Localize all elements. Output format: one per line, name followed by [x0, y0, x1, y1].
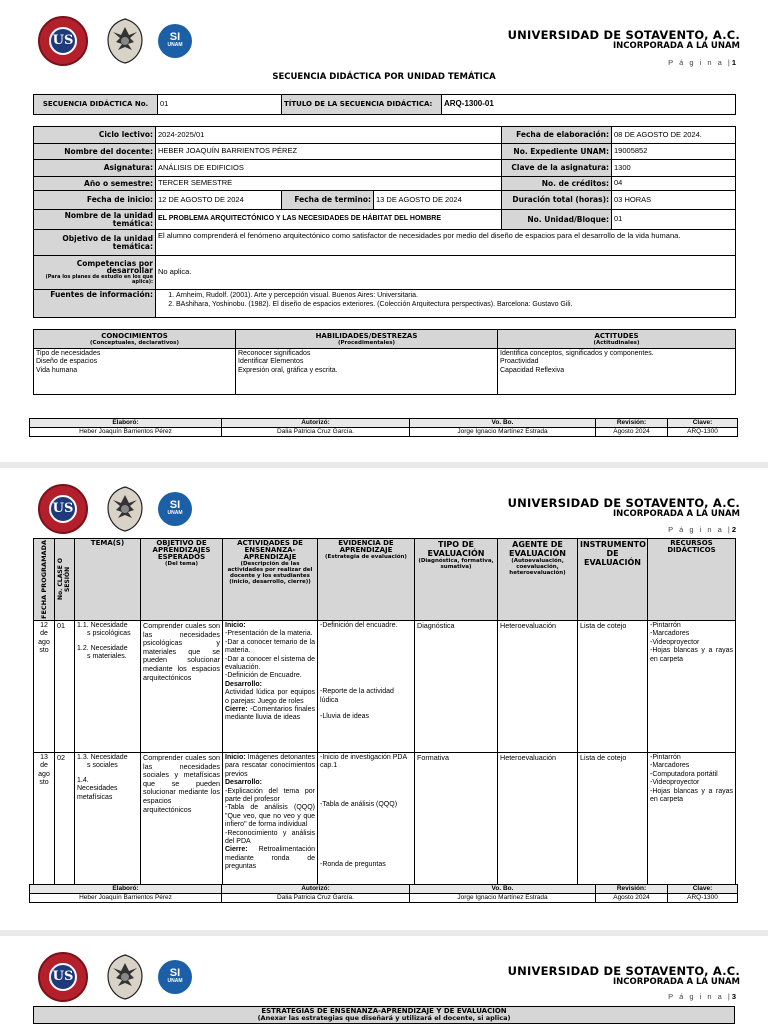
signature-footer: [29, 418, 738, 437]
docente-label: Nombre del docente:: [34, 144, 156, 160]
actividad-text: -Explicación del tema por parte del profesor: [225, 787, 315, 804]
objetivo-cell: Comprender cuales son las necesidades psicológicas y materiales que se pueden solucionar mediante los espacios arquitectónicos: [141, 620, 223, 752]
tipo-cell: Formativa: [415, 752, 498, 886]
recurso-line: -Hojas blancas y a rayas en carpeta: [650, 787, 733, 804]
session-row: [34, 752, 736, 886]
evidencia-line: -Tabla de análisis (QQQ): [320, 800, 398, 808]
logos: [38, 484, 238, 536]
actitudes-cell: [498, 349, 736, 395]
bloque-label: No. Unidad/Bloque:: [502, 210, 612, 230]
evidencia-spacer: [320, 705, 412, 713]
actividad-line: [225, 754, 315, 779]
evidencia-spacer: [320, 630, 412, 688]
tipo-header-sub: (Diagnóstica, formativa, sumativa): [418, 558, 494, 570]
asignatura-value: ANÁLISIS DE EDIFICIOS: [156, 160, 502, 177]
tema-line: s sociales: [87, 762, 118, 770]
actividad-text: Retroalimentación mediante ronda de preguntas: [225, 846, 315, 871]
university-logo-text: US: [49, 495, 77, 523]
conocimientos-title: CONOCIMIENTOS: [101, 331, 168, 340]
actividades-header-sub: (Descripción de las actividades por realizar del docente y los estudiantes (inicio, desarrollo, cierre)): [227, 561, 313, 585]
revision-header: Revisión:: [596, 885, 668, 894]
competencias-value: No aplica.: [156, 256, 736, 290]
clase-cell: 02: [55, 752, 75, 886]
instrumento-cell: Lista de cotejo: [578, 620, 648, 752]
logos: [38, 16, 238, 68]
actitudes-subtitle: (Actitudinales): [593, 339, 640, 346]
autorizo-header: Autorizó:: [222, 419, 410, 428]
actividad-bold: Desarrollo:: [225, 779, 262, 787]
session-row: [34, 620, 736, 752]
strategies-subtitle: (Anexar las estrategias que diseñará y utilizará el docente, si aplica): [257, 1014, 511, 1022]
objetivo-header: [141, 539, 223, 621]
actividad-line: [225, 706, 315, 723]
strategies-header: [33, 1006, 735, 1024]
habilidades-header: [236, 330, 498, 349]
actitud-item: Capacidad Reflexiva: [500, 366, 565, 374]
actividad-line: [225, 788, 315, 805]
si-logo-subtext: UNAM: [167, 42, 183, 48]
fecha-line: de: [40, 630, 48, 638]
recurso-line: -Marcadores: [650, 762, 690, 770]
page-number: [668, 58, 738, 67]
evidencia-header: [318, 539, 415, 621]
anio-value: TERCER SEMESTRE: [156, 177, 502, 191]
actividad-text: -Dar a conocer temario de la materia.: [225, 638, 315, 655]
actividades-header: [223, 539, 318, 621]
page-3: [0, 936, 768, 1024]
tema-line: 1.4.: [77, 776, 89, 784]
fecha-line: de: [40, 762, 48, 770]
strategies-title: ESTRATEGIAS DE ENSEÑANZA-APRENDIZAJE Y DE EVALUACIÓN: [261, 1007, 507, 1015]
fecha-cell: [34, 620, 55, 752]
si-unam-logo: [158, 960, 192, 994]
sequence-header-table: [33, 94, 736, 115]
skills-table: [33, 329, 736, 395]
tema-line: s psicológicas: [87, 630, 131, 638]
expediente-value: 19005852: [612, 144, 736, 160]
tipo-header: [415, 539, 498, 621]
university-logo-text: US: [49, 27, 77, 55]
vobo-header: Vo. Bo.: [410, 885, 596, 894]
actividad-line: [225, 672, 315, 680]
competencias-label-cell: [34, 256, 156, 290]
actividad-line: [225, 681, 315, 689]
agente-header-sub: (Autoevaluación, coevaluación, heteroevaluación): [509, 558, 566, 576]
conocimientos-subtitle: (Conceptuales, declarativos): [90, 339, 179, 346]
si-logo-text: SI: [169, 499, 181, 511]
conocimiento-item: Diseño de espacios: [36, 358, 98, 366]
unidad-label: Nombre de la unidad temática:: [34, 210, 156, 230]
fecha-line: 12: [40, 621, 48, 629]
actividades-header-title: ACTIVIDADES DE ENSEÑANZA-APRENDIZAJE: [237, 539, 303, 561]
clave-value: ARQ-1300: [668, 428, 738, 437]
page-1: [0, 0, 768, 462]
page-number-value: 3: [731, 992, 738, 1001]
si-unam-logo: [158, 24, 192, 58]
anio-label: Año o semestre:: [34, 177, 156, 191]
elaboro-header: Elaboró:: [30, 419, 222, 428]
course-info-table: [33, 126, 736, 318]
autorizo-value: Dalia Patricia Cruz García.: [222, 428, 410, 437]
expediente-label: No. Expediente UNAM:: [502, 144, 612, 160]
si-logo-subtext: UNAM: [167, 978, 183, 984]
actividad-text: -Comentarios finales mediante lluvia de ideas: [225, 706, 315, 722]
actividad-text: -Definición de Encuadre.: [225, 672, 302, 680]
page-word: P á g i n a |: [668, 525, 732, 534]
fecha-inicio-value: 12 DE AGOSTO DE 2024: [156, 191, 282, 210]
recursos-cell: [648, 752, 736, 886]
habilidades-title: HABILIDADES/DESTREZAS: [315, 331, 418, 340]
page-word: P á g i n a |: [668, 58, 732, 67]
si-unam-logo: [158, 492, 192, 526]
competencias-label: Competencias por desarrollar: [76, 258, 153, 275]
page-number: [668, 525, 738, 534]
actividad-text: -Dar a conocer el sistema de evaluación.: [225, 655, 315, 672]
actividad-text: -Tabla de análisis (QQQ) "Que veo, que no veo y que infiero" de forma individual: [225, 804, 315, 829]
sequence-value: 01: [158, 95, 282, 115]
logos: [38, 952, 238, 1004]
actitudes-title: ACTITUDES: [594, 331, 639, 340]
page-header: [30, 12, 740, 70]
fuente-item: 2. BAshihara, Yoshinobu. (1982). El diseño de espacios exteriores. (Colección Arquitectura perspectivas). Barcelona: Gustavo Gili.: [176, 300, 733, 309]
evidencia-line: -Inicio de investigación PDA cap.1: [320, 753, 407, 770]
university-logo: [38, 952, 88, 1002]
clave-value: ARQ-1300: [668, 894, 738, 903]
docente-value: HEBER JOAQUÍN BARRIENTOS PÉREZ: [156, 144, 502, 160]
objetivo-label: Objetivo de la unidad temática:: [34, 230, 156, 256]
sequence-title-value: ARQ-1300-01: [442, 95, 736, 115]
agente-cell: Heteroevaluación: [498, 752, 578, 886]
actividad-line: [225, 804, 315, 829]
fecha-termino-label: Fecha de termino:: [282, 191, 374, 210]
tema-line: 1.2. Necesidade: [77, 644, 128, 652]
agente-header-title: AGENTE DE EVALUACIÓN: [509, 540, 566, 558]
ciclo-value: 2024-2025/01: [156, 127, 502, 144]
fecha-elaboracion-value: 08 DE AGOSTO DE 2024.: [612, 127, 736, 144]
objetivo-value: El alumno comprenderá el fenómeno arquitectónico como satisfactor de necesidades por medio del diseño de espacios para el desarrollo de la vida humana.: [156, 230, 736, 256]
temas-cell: [75, 752, 141, 886]
page-2: [0, 468, 768, 930]
duracion-value: 03 HORAS: [612, 191, 736, 210]
asignatura-label: Asignatura:: [34, 160, 156, 177]
fuentes-label: Fuentes de información:: [34, 290, 156, 318]
actividad-bold: Inicio:: [225, 753, 246, 761]
university-name: UNIVERSIDAD DE SOTAVENTO, A.C.: [507, 964, 740, 978]
tema-line: 1.3. Necesidade: [77, 753, 128, 761]
elaboro-value: Heber Joaquín Barrientos Pérez: [30, 428, 222, 437]
conocimiento-item: Vida humana: [36, 366, 78, 374]
actividad-line: [225, 656, 315, 673]
recurso-line: -Marcadores: [650, 630, 690, 638]
vobo-value: Jorge Ignacio Martínez Estrada: [410, 428, 596, 437]
fuentes-list: [158, 291, 733, 309]
actitudes-header: [498, 330, 736, 349]
evidencia-spacer: [320, 809, 412, 861]
fecha-cell: [34, 752, 55, 886]
fecha-header-text: FECHA PROGRAMADA: [39, 540, 48, 619]
sequence-label: SECUENCIA DIDÁCTICA No.: [34, 95, 158, 115]
sessions-table: [33, 538, 736, 887]
creditos-label: No. de créditos:: [502, 177, 612, 191]
evidencia-cell: [318, 620, 415, 752]
conocimientos-cell: [34, 349, 236, 395]
autorizo-header: Autorizó:: [222, 885, 410, 894]
agente-cell: Heteroevaluación: [498, 620, 578, 752]
actividad-line: [225, 689, 315, 706]
tipo-header-title: TIPO DE EVALUACIÓN: [427, 540, 485, 558]
tipo-cell: Diagnóstica: [415, 620, 498, 752]
page-number: [668, 992, 738, 1001]
tema-line: metafísicas: [77, 793, 113, 801]
autorizo-value: Dalia Patricia Cruz García.: [222, 894, 410, 903]
evidencia-header-title: EVIDENCIA DE APRENDIZAJE: [338, 539, 394, 554]
fuente-item: 1. Arnheim, Rudolf. (2001). Arte y percepción visual. Buenos Aires: Universitaria.: [176, 291, 733, 300]
fecha-line: ago: [38, 638, 50, 646]
clase-header: [55, 539, 75, 621]
temas-header: TEMA(S): [75, 539, 141, 621]
si-logo-text: SI: [169, 31, 181, 43]
university-logo: [38, 484, 88, 534]
fecha-elaboracion-label: Fecha de elaboración:: [502, 127, 612, 144]
actividad-text: -Reconocimiento y análisis del PDA: [225, 829, 315, 846]
fecha-line: 13: [40, 753, 48, 761]
revision-value: Agosto 2024: [596, 894, 668, 903]
evidencia-spacer: [320, 771, 412, 801]
tema-line: s materiales.: [87, 653, 127, 661]
actividad-bold: Inicio:: [225, 621, 246, 629]
university-subtitle: INCORPORADA A LA UNAM: [612, 509, 740, 519]
evidencia-header-sub: (Estrategia de evaluación): [325, 554, 407, 560]
university-logo-text: US: [49, 963, 77, 991]
vobo-value: Jorge Ignacio Martínez Estrada: [410, 894, 596, 903]
university-subtitle: INCORPORADA A LA UNAM: [612, 977, 740, 987]
evidencia-line: -Lluvia de ideas: [320, 713, 370, 721]
clave-header: Clave:: [668, 885, 738, 894]
actividad-line: [225, 622, 315, 630]
actividad-bold: Desarrollo:: [225, 680, 262, 688]
habilidad-item: Identificar Elementos: [238, 358, 304, 366]
evidencia-cell: [318, 752, 415, 886]
recurso-line: -Pintarrón: [650, 621, 681, 629]
agente-header: [498, 539, 578, 621]
duracion-label: Duración total (horas):: [502, 191, 612, 210]
clase-cell: 01: [55, 620, 75, 752]
actividad-line: [225, 639, 315, 656]
instrumento-cell: Lista de cotejo: [578, 752, 648, 886]
unidad-value: EL PROBLEMA ARQUITECTÓNICO Y LAS NECESIDADES DE HÁBITAT DEL HOMBRE: [156, 210, 502, 230]
clave-asignatura-value: 1300: [612, 160, 736, 177]
clave-asignatura-label: Clave de la asignatura:: [502, 160, 612, 177]
recurso-line: -Videoproyector: [650, 779, 700, 787]
clave-header: Clave:: [668, 419, 738, 428]
fecha-line: sto: [39, 647, 49, 655]
sequence-title-label: TÍTULO DE LA SECUENCIA DIDÁCTICA:: [282, 95, 442, 115]
competencias-note: (Para los planes de estudio en los que aplica):: [45, 273, 153, 285]
actitud-item: Proactividad: [500, 358, 539, 366]
objetivo-header-sub: (Del tema): [165, 561, 198, 567]
habilidad-item: Expresión oral, gráfica y escrita.: [238, 366, 338, 374]
university-subtitle: INCORPORADA A LA UNAM: [612, 41, 740, 51]
recurso-line: -Computadora portátil: [650, 770, 718, 778]
fecha-line: sto: [39, 779, 49, 787]
si-logo-subtext: UNAM: [167, 510, 183, 516]
page-header: [30, 480, 740, 538]
recurso-line: -Hojas blancas y a rayas en carpeta: [650, 647, 733, 663]
university-name: UNIVERSIDAD DE SOTAVENTO, A.C.: [507, 28, 740, 42]
temas-cell: [75, 620, 141, 752]
university-logo: [38, 16, 88, 66]
conocimiento-item: Tipo de necesidades: [36, 350, 101, 357]
page-number-value: 1: [731, 58, 738, 67]
elaboro-value: Heber Joaquín Barrientos Pérez: [30, 894, 222, 903]
revision-header: Revisión:: [596, 419, 668, 428]
elaboro-header: Elaboró:: [30, 885, 222, 894]
actividades-cell: [223, 620, 318, 752]
actividad-line: [225, 846, 315, 871]
actividad-line: [225, 830, 315, 847]
instrumento-header: INSTRUMENTO DE EVALUACIÓN: [578, 539, 648, 621]
creditos-value: 04: [612, 177, 736, 191]
objetivo-cell: Comprender cuales son las necesidades sociales y metafísicas que se pueden solucionar mediante los espacios arquitectónicos: [141, 752, 223, 886]
habilidades-subtitle: (Procedimentales): [338, 339, 395, 346]
fecha-inicio-label: Fecha de inicio:: [34, 191, 156, 210]
actitud-item: Identifica conceptos, significados y componentes.: [500, 350, 654, 357]
fecha-termino-value: 13 DE AGOSTO DE 2024: [374, 191, 502, 210]
actividad-text: -Presentación de la materia.: [225, 630, 313, 638]
fuentes-cell: [156, 290, 736, 318]
unam-eagle-logo: [102, 16, 148, 66]
recurso-line: -Pintarrón: [650, 753, 681, 761]
conocimientos-header: [34, 330, 236, 349]
actividad-bold: Cierre:: [225, 846, 248, 854]
document-title: SECUENCIA DIDÁCTICA POR UNIDAD TEMÁTICA: [272, 72, 496, 82]
unam-eagle-logo: [102, 484, 148, 534]
unam-eagle-logo: [102, 952, 148, 1002]
page-number-value: 2: [731, 525, 738, 534]
actividad-line: [225, 630, 315, 638]
objetivo-header-title: OBJETIVO DE APRENDIZAJES ESPERADOS: [152, 539, 211, 561]
actividad-line: [225, 779, 315, 787]
recursos-cell: [648, 620, 736, 752]
revision-value: Agosto 2024: [596, 428, 668, 437]
bloque-value: 01: [612, 210, 736, 230]
clase-header-text: No. CLASE O SESIÓN: [57, 558, 71, 601]
evidencia-line: -Definición del encuadre.: [320, 621, 398, 629]
signature-footer: [29, 884, 738, 903]
actividad-text: Imágenes detonantes para rescatar conocimientos previos: [225, 753, 315, 778]
habilidad-item: Reconocer significados: [238, 350, 311, 357]
ciclo-label: Ciclo lectivo:: [34, 127, 156, 144]
evidencia-line: -Reporte de la actividad lúdica: [320, 688, 394, 704]
fecha-header: [34, 539, 55, 621]
tema-line: Necesidades: [77, 785, 118, 793]
vobo-header: Vo. Bo.: [410, 419, 596, 428]
si-logo-text: SI: [169, 967, 181, 979]
habilidades-cell: [236, 349, 498, 395]
evidencia-line: -Ronda de preguntas: [320, 861, 386, 869]
university-name: UNIVERSIDAD DE SOTAVENTO, A.C.: [507, 496, 740, 510]
fecha-line: ago: [38, 770, 50, 778]
actividades-cell: [223, 752, 318, 886]
tema-line: 1.1. Necesidade: [77, 621, 128, 629]
recurso-line: -Videoproyector: [650, 638, 700, 646]
actividad-bold: Cierre:: [225, 706, 248, 714]
actividad-text: Actividad lúdica por equipos o parejas: Juego de roles: [225, 689, 315, 705]
page-word: P á g i n a |: [668, 992, 732, 1001]
page-header: [30, 948, 740, 1006]
recursos-header: RECURSOS DIDÁCTICOS: [648, 539, 736, 621]
